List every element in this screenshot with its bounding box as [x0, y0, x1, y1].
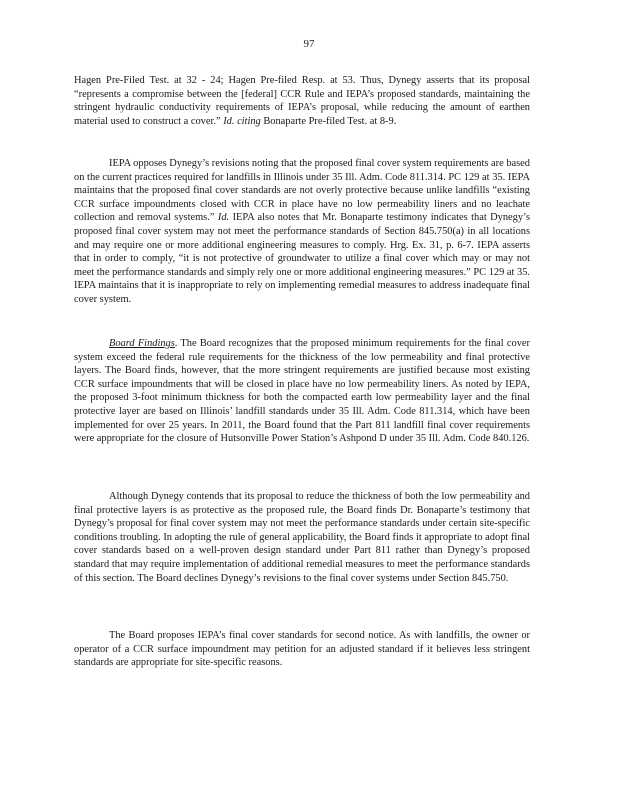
paragraph-2-text-b: IEPA also notes that Mr. Bonaparte testimony indicates that Dynegy’s proposed final cover system may not meet the performance standards of Section 845.750(a) in all locations and may require one or more additional engineering measures to comply. Hrg. Ex. 31, p. 6-7. IEPA asserts that in order to comply, “it is not protective of groundwater to utilize a final cover which may or may not meet the performance standards and simply rely one or more additional engineering measures.” PC 129 at 35. IEPA maintains that it is inappropriate to rely on implementing remedial measures to address inadequate final cover system.: [74, 212, 530, 305]
paragraph-1: [74, 74, 530, 128]
paragraph-1-text: Hagen Pre-Filed Test. at 32 - 24; Hagen Pre-filed Resp. at 53. Thus, Dynegy asserts that its proposal “represents a compromise between the [federal] CCR Rule and IEPA’s proposed standards, maintaining the stringent hydraulic conductivity requirements of IEPA’s proposal, while reducing the amount of earthen material used to construct a cover.”: [74, 75, 530, 127]
paragraph-2-text-a: IEPA opposes Dynegy’s revisions noting that the proposed final cover system requirements are based on the current practices required for landfills in Illinois under 35 Ill. Adm. Code 811.314. PC 129 at 35. IEPA maintains that the proposed final cover standards are not overly protective because unlike landfills “existing CCR surface impoundments closed with CCR in place have no low permeability liners and no leachate collection and removal systems.”: [74, 158, 530, 224]
paragraph-3-text: . The Board recognizes that the proposed minimum requirements for the final cover system exceed the federal rule requirements for the thickness of the low permeability and final protective layers. The Board finds, however, that the more stringent requirements are justified because most existing CCR surface impoundments that will be closed in place have no low permeability liners. As noted by IEPA, the proposed 3-foot minimum thickness for both the compacted earth low permeability layer and the final protective layer are based on Illinois’ landfill standards under 35 Ill. Adm. Code 811.314, which have been implemented for over 25 years. In 2011, the Board found that the Part 811 landfill final cover requirements were appropriate for the closure of Hutsonville Power Station’s Ashpond D under 35 Ill. Adm. Code 840.126.: [74, 338, 530, 445]
paragraph-2: [74, 157, 530, 307]
page-number: 97: [303, 38, 315, 50]
paragraph-3: [74, 337, 530, 446]
citation-id: Id.: [223, 115, 235, 127]
paragraph-1-text-end: Bonaparte Pre-filed Test. at 8-9.: [263, 115, 397, 127]
board-findings-heading: Board Findings: [109, 338, 175, 349]
paragraph-5: The Board proposes IEPA’s final cover standards for second notice. As with landfills, the owner or operator of a CCR surface impoundment may petition for an adjusted standard if it believes less stringent standards are appropriate for site-specific reasons.: [74, 630, 530, 669]
citation-id: Id.: [217, 212, 230, 224]
paragraph-4: Although Dynegy contends that its proposal to reduce the thickness of both the low permeability and final protective layers is as protective as the proposed rule, the Board finds Dr. Bonaparte’s testimony that Dynegy’s proposal for final cover system may not meet the performance standards under certain site-specific conditions troubling. In adopting the rule of general applicability, the Board finds it appropriate to adopt final cover standards based on a well-proven design standard under Part 811 rather than Dynegy’s proposed standard that may require implementation of additional remedial measures to meet the performance standards of this section. The Board declines Dynegy’s revisions to the final cover systems under Section 845.750.: [74, 491, 530, 584]
citation-citing: citing: [237, 115, 261, 127]
